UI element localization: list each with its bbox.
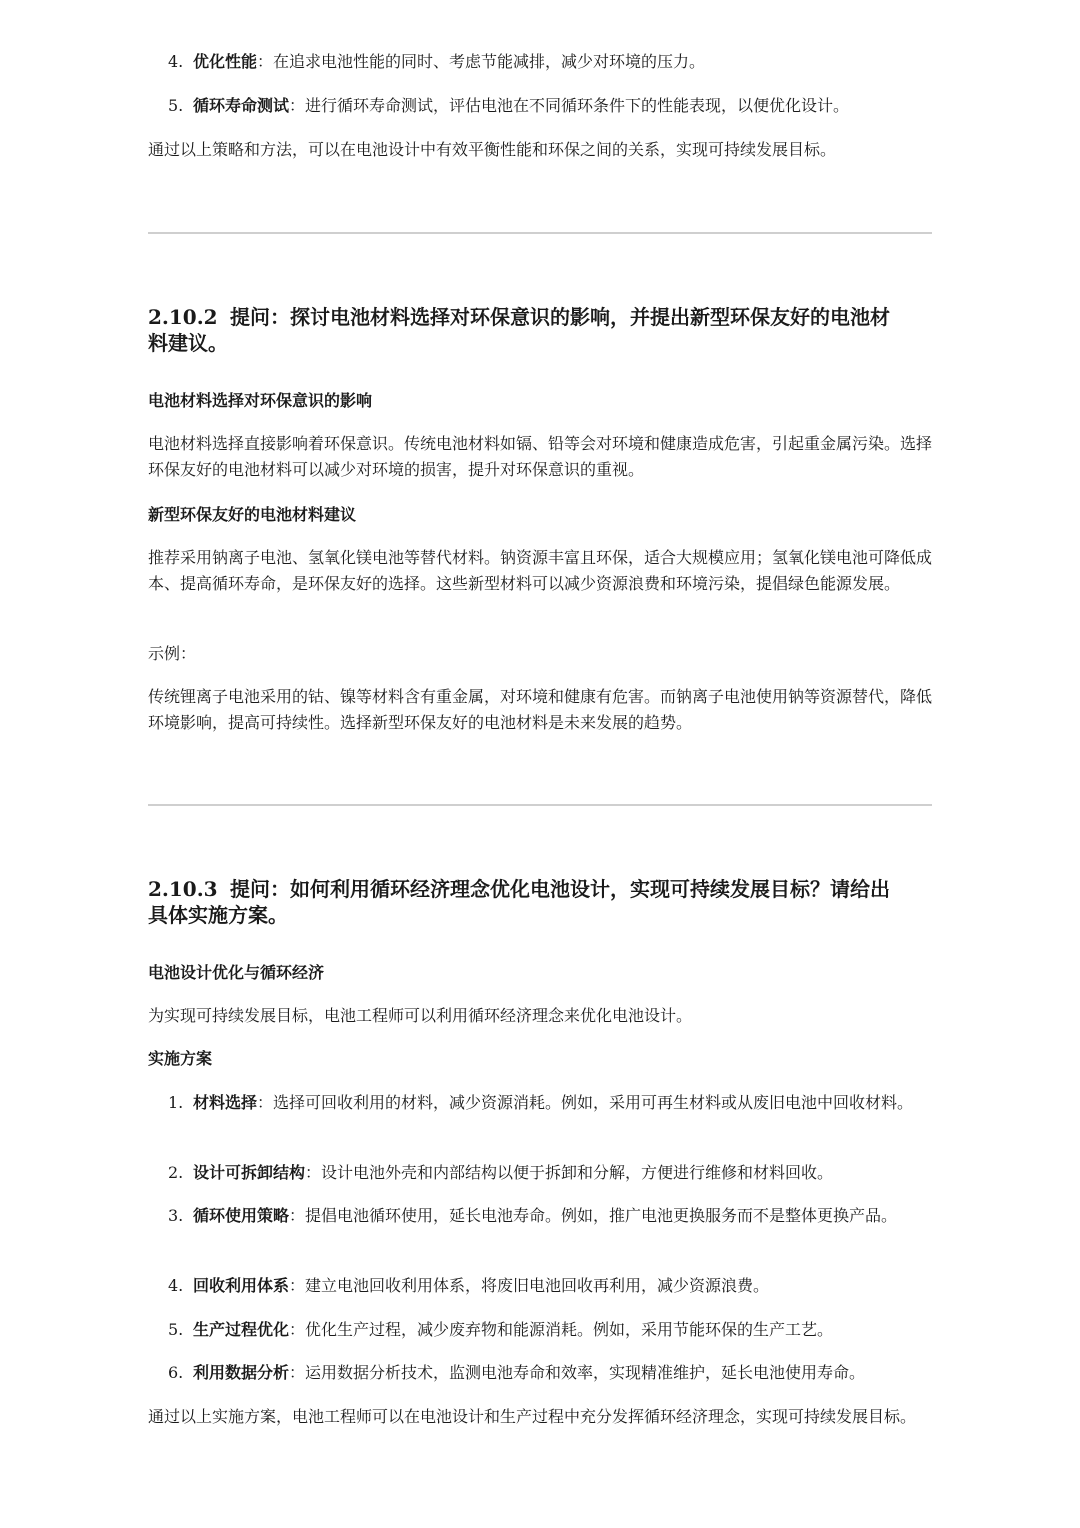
list-number: 5. [168,96,184,115]
section-title-line2: 具体实施方案。 [148,903,288,927]
list-item-label: 生产过程优化 [193,1320,290,1339]
list-item-text: ：建立电池回收利用体系，将废旧电池回收再利用，减少资源浪费。 [289,1276,770,1295]
list-number: 1. [168,1093,184,1112]
section-divider [148,804,932,806]
final-conclusion: 通过以上实施方案，电池工程师可以在电池设计和生产过程中充分发挥循环经济理念，实现可持续发展目标。 [148,1407,917,1426]
example-label: 示例： [148,644,197,663]
list-item [168,49,934,75]
list-number: 4. [168,52,184,71]
list-number: 3. [168,1206,184,1225]
list-item-label: 回收利用体系 [193,1276,290,1295]
list-item-text: ：在追求电池性能的同时、考虑节能减排，减少对环境的压力。 [257,52,706,71]
list-item-text: ：选择可回收利用的材料，减少资源消耗。例如，采用可再生材料或从废旧电池中回收材料。 [257,1093,914,1112]
list-item-label: 设计可拆卸结构 [193,1163,306,1182]
top-conclusion: 通过以上策略和方法，可以在电池设计中有效平衡性能和环保之间的关系，实现可持续发展目标。 [148,140,837,159]
list-number: 6. [168,1363,184,1382]
paragraph: 电池材料选择直接影响着环保意识。传统电池材料如镉、铅等会对环境和健康造成危害，引起重金属污染。选择环保友好的电池材料可以减少对环境的损害，提升对环保意识的重视。 [148,434,933,479]
list-item-text: ：优化生产过程，减少废弃物和能源消耗。例如，采用节能环保的生产工艺。 [289,1320,834,1339]
list-number: 5. [168,1320,184,1339]
list-item-label: 循环寿命测试 [193,96,290,115]
list-item [168,1360,934,1386]
list-item [168,1317,934,1343]
list-number: 4. [168,1276,184,1295]
subheading: 实施方案 [148,1049,213,1068]
section-divider [148,232,932,234]
list-item-text: ：设计电池外壳和内部结构以便于拆卸和分解，方便进行维修和材料回收。 [305,1163,834,1182]
section-title-line1: 提问：如何利用循环经济理念优化电池设计，实现可持续发展目标？请给出 [230,877,890,901]
list-item [168,93,934,119]
section-heading-2-10-3 [148,876,934,928]
paragraph: 传统锂离子电池采用的钴、镍等材料含有重金属，对环境和健康有危害。而钠离子电池使用钠等资源替代，降低环境影响，提高可持续性。选择新型环保友好的电池材料是未来发展的趋势。 [148,687,933,732]
list-item [168,1273,934,1299]
list-item [168,1090,934,1116]
section-number: 2.10.3 [148,877,218,901]
list-item-text: ：进行循环寿命测试，评估电池在不同循环条件下的性能表现，以便优化设计。 [289,96,850,115]
section-number: 2.10.2 [148,305,218,329]
list-item-label: 优化性能 [193,52,258,71]
list-item-text: ：提倡电池循环使用，延长电池寿命。例如，推广电池更换服务而不是整体更换产品。 [289,1206,898,1225]
section-title-line2: 料建议。 [148,331,228,355]
subheading: 电池设计优化与循环经济 [148,963,325,982]
list-item-label: 循环使用策略 [193,1206,290,1225]
paragraph: 推荐采用钠离子电池、氢氧化镁电池等替代材料。钠资源丰富且环保，适合大规模应用；氢氧化镁电池可降低成本、提高循环寿命，是环保友好的选择。这些新型材料可以减少资源浪费和环境污染，提倡绿色能源发展。 [148,548,933,593]
subheading: 电池材料选择对环保意识的影响 [148,391,373,410]
list-item-label: 材料选择 [193,1093,258,1112]
list-item-label: 利用数据分析 [193,1363,290,1382]
section-title-line1: 提问：探讨电池材料选择对环保意识的影响，并提出新型环保友好的电池材 [230,305,890,329]
paragraph: 为实现可持续发展目标，电池工程师可以利用循环经济理念来优化电池设计。 [148,1006,693,1025]
list-item-text: ：运用数据分析技术，监测电池寿命和效率，实现精准维护，延长电池使用寿命。 [289,1363,866,1382]
list-item [168,1203,934,1229]
list-number: 2. [168,1163,184,1182]
subheading: 新型环保友好的电池材料建议 [148,505,357,524]
section-heading-2-10-2 [148,304,934,356]
list-item [168,1160,934,1186]
